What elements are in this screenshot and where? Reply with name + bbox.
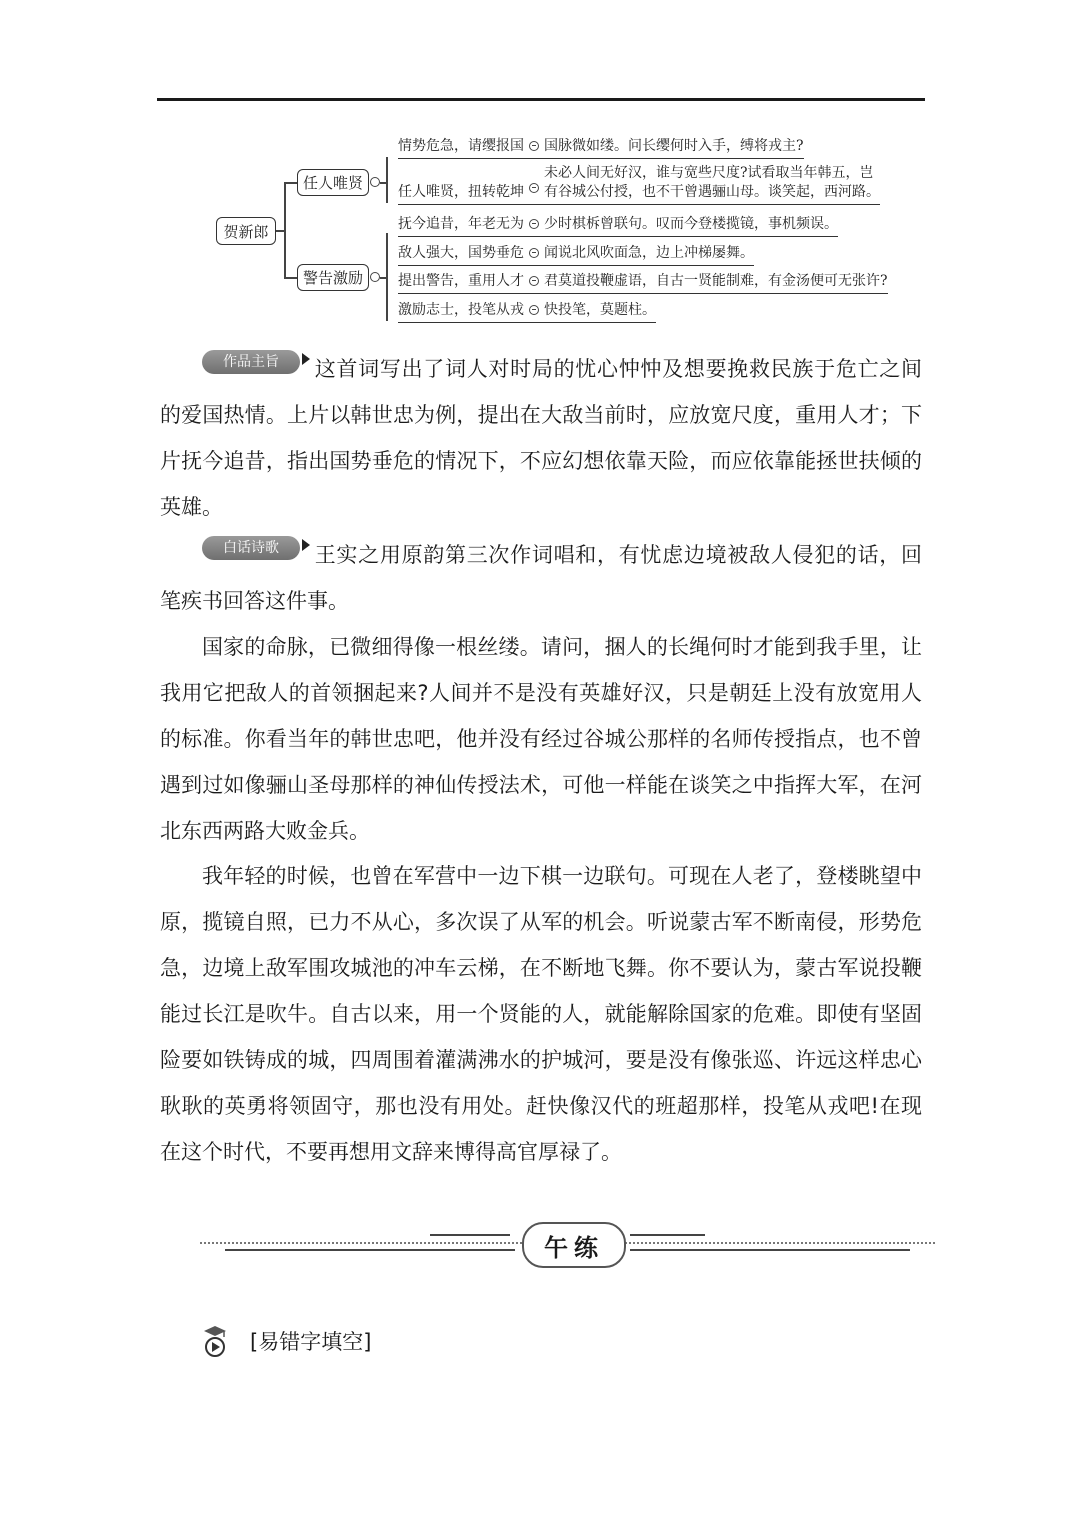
leaf-key: 抚今追昔，年老无为 [398,216,524,232]
leaf-key: 情势危急，请缨报国 [398,138,524,154]
bullet-icon [529,248,539,258]
leaf-text: 有谷城公付授，也不干曾遇骊山母。谈笑起，西河路。 [544,184,880,200]
branch-label-2: 警告激励 [297,264,369,291]
leaf-item [398,301,656,323]
connector-ring [370,177,380,187]
theme-text: 这首词写出了词人对时局的忧心忡忡及想要挽救民族于危亡之间的爱国热情。上片以韩世忠为例，提出在大敌当前时，应放宽尺度，重用人才；下片抚今追昔，指出国势垂危的情况下，不应幻想依靠天险，而应依靠能拯世扶倾的英雄。 [160,357,922,519]
leaf-text: 国脉微如缕。问长缨何时入手，缚将戎主? [544,138,804,154]
vernacular-intro [160,532,922,624]
bullet-icon [529,276,539,286]
mind-map [0,0,1080,340]
mind-map-root: 贺新郎 [216,217,276,245]
connector [284,277,297,279]
leaf-key: 敌人强大，国势垂危 [398,245,524,261]
divider-rule [225,1249,515,1251]
dotted-rule [622,1242,935,1244]
connector [386,157,388,203]
connector [284,182,297,184]
dotted-rule [200,1242,522,1244]
leaf-item [398,164,880,205]
noon-practice-divider [200,1220,935,1270]
leaf-item [398,272,888,294]
connector-ring [370,272,380,282]
tag-arrow-icon [302,539,310,551]
theme-paragraph [160,346,922,530]
divider-rule [630,1234,705,1236]
leaf-text: 快投笔，莫题柱。 [544,302,656,318]
vernacular-tag [202,536,300,560]
play-cap-icon [200,1325,230,1359]
tag-label: 白话诗歌 [202,536,300,560]
theme-tag [202,350,300,374]
leaf-text: 未必人间无好汉，谁与宽些尺度?试看取当年韩五，岂 [544,165,874,181]
branch-label-1: 任人唯贤 [297,169,369,196]
leaf-text: 少时棋柝曾联句。叹而今登楼揽镜，事机频误。 [544,216,838,232]
connector [386,233,388,321]
leaf-key: 提出警告，重用人才 [398,273,524,289]
leaf-text: 君莫道投鞭虚语，自古一贤能制难，有金汤便可无张许? [544,273,888,289]
divider-rule [630,1249,910,1251]
bullet-icon [529,305,539,315]
leaf-item [398,244,754,266]
leaf-item [398,215,838,237]
vernacular-paragraph-1: 国家的命脉，已微细得像一根丝缕。请问，捆人的长绳何时才能到我手里，让我用它把敌人的首领捆起来?人间并不是没有英雄好汉，只是朝廷上没有放宽用人的标准。你看当年的韩世忠吧，他并没有经过谷城公那样的名师传授指点，也不曾遇到过如像骊山圣母那样的神仙传授法术，可他一样能在谈笑之中指挥大军，在河北东西两路大败金兵。 [160,635,922,843]
bullet-icon [529,141,539,151]
bullet-icon [529,183,539,193]
tag-label: 作品主旨 [202,350,300,374]
leaf-text: 闻说北风吹面急，边上冲梯屡舞。 [544,245,754,261]
leaf-key: 激励志士，投笔从戎 [398,302,524,318]
bullet-icon [529,219,539,229]
vernacular-paragraph-2: 我年轻的时候，也曾在军营中一边下棋一边联句。可现在人老了，登楼眺望中原，揽镜自照，已力不从心，多次误了从军的机会。听说蒙古军不断南侵，形势危急，边境上敌军围攻城池的冲车云梯，在不断地飞舞。你不要认为，蒙古军说投鞭能过长江是吹牛。自古以来，用一个贤能的人，就能解除国家的危难。即使有坚固险要如铁铸成的城，四周围着灌满沸水的护城河，要是没有像张巡、许远这样忠心耿耿的英勇将领固守，那也没有用处。赶快像汉代的班超那样，投笔从戎吧!在现在这个时代，不要再想用文辞来博得高官厚禄了。 [160,864,922,1164]
connector [284,182,286,278]
noon-practice-badge: 午练 [522,1222,626,1268]
divider-rule [430,1234,510,1236]
vernacular-intro-text: 王实之用原韵第三次作词唱和，有忧虑边境被敌人侵犯的话，回笔疾书回答这件事。 [160,543,922,613]
section-heading [200,1322,371,1362]
section-label: [易错字填空] [250,1330,372,1354]
tag-arrow-icon [302,353,310,365]
leaf-item [398,137,804,159]
leaf-key: 任人唯贤，扭转乾坤 [398,183,524,200]
